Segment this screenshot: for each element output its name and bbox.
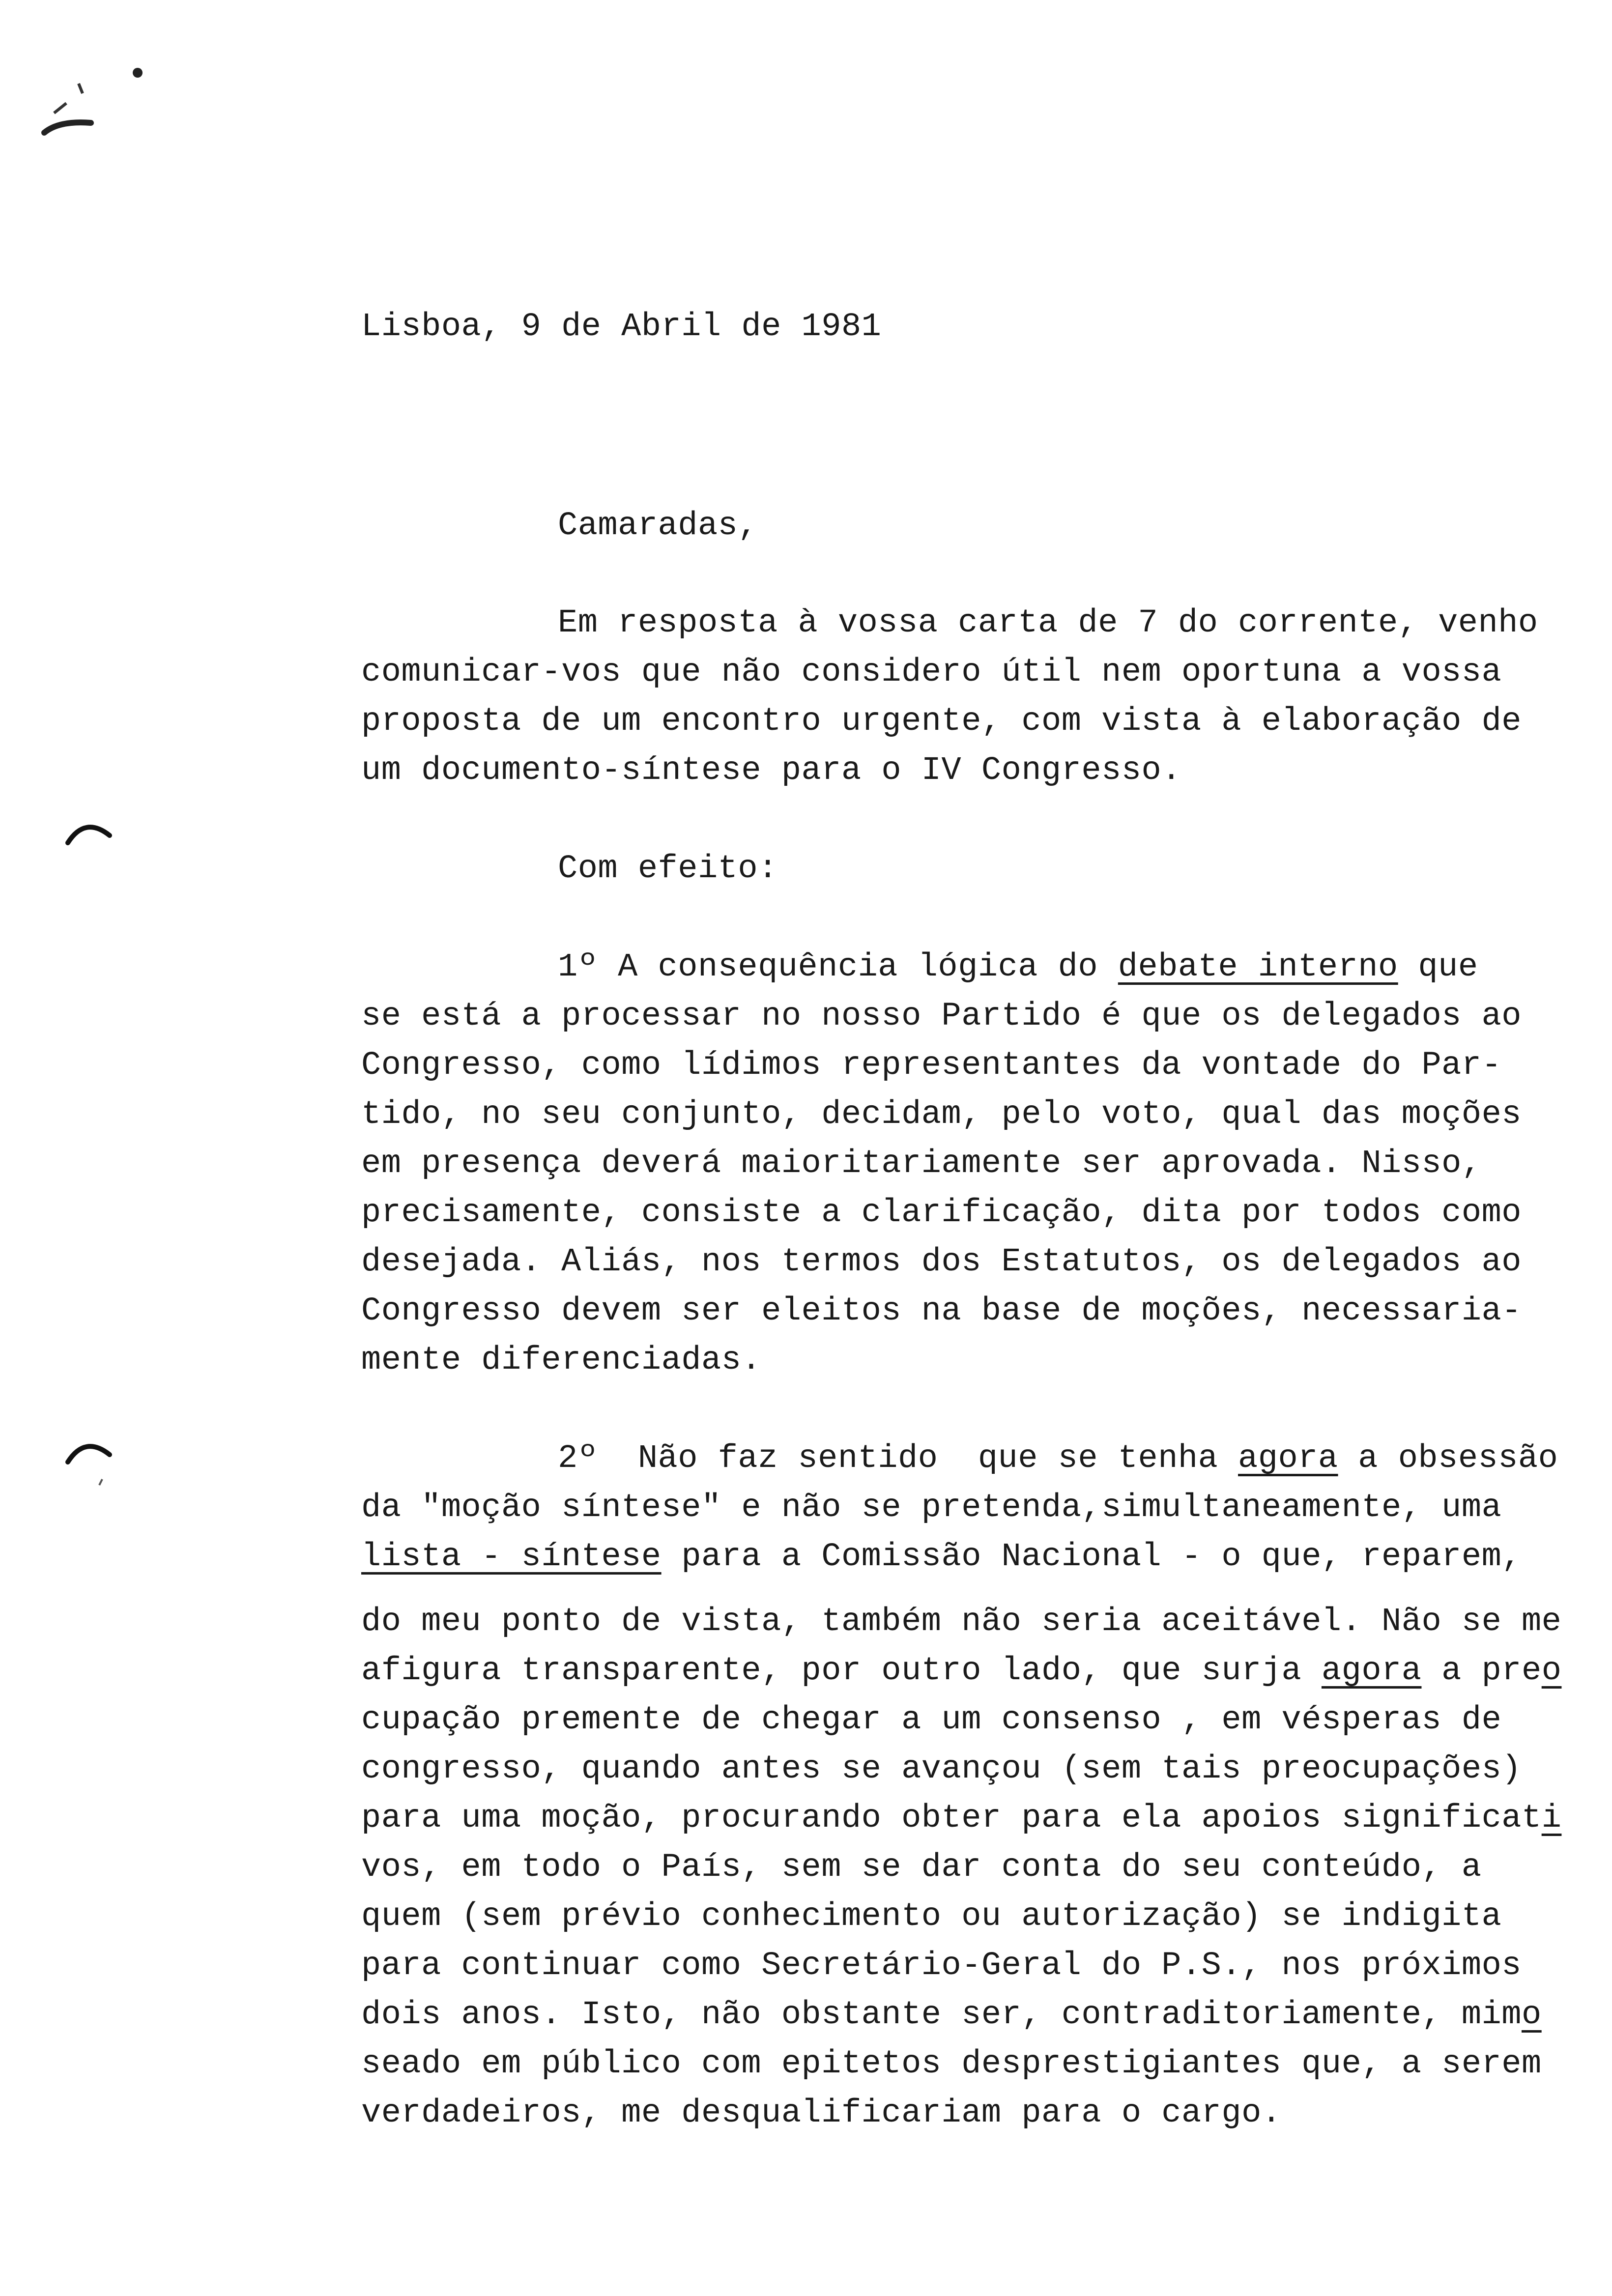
paragraph-4-line	[361, 1646, 1561, 1695]
paragraph-4-line	[361, 1990, 1542, 2039]
paragraph-4-text: para a Comissão Nacional - o que, reparem,	[661, 1538, 1522, 1576]
paragraph-4-text: dois anos. Isto, não obstante ser, contraditoriamente, mim	[361, 1996, 1522, 2034]
paragraph-4-line: quem (sem prévio conhecimento ou autorização) se indigita	[361, 1898, 1502, 1935]
punch-hole-mark-icon	[64, 1433, 113, 1487]
paragraph-1-line: proposta de um encontro urgente, com vista à elaboração de	[361, 703, 1522, 740]
paragraph-3-line: mente diferenciadas.	[361, 1342, 762, 1379]
paragraph-3-line	[558, 943, 1478, 992]
underlined-debate-interno: debate interno	[1118, 948, 1398, 986]
paragraph-3-line: se está a processar no nosso Partido é que os delegados ao	[361, 998, 1522, 1035]
underlined-agora: agora	[1321, 1652, 1422, 1690]
punch-hole-mark-icon	[64, 813, 113, 848]
paragraph-3-line: Congresso devem ser eleitos na base de moções, necessaria-	[361, 1292, 1522, 1330]
paragraph-4-line	[361, 1532, 1522, 1581]
paragraph-2-line: Com efeito:	[558, 850, 778, 888]
letter-date: Lisboa, 9 de Abril de 1981	[361, 308, 882, 345]
paragraph-1-line: comunicar-vos que não considero útil nem oportuna a vossa	[361, 654, 1502, 691]
paragraph-4-text: afigura transparente, por outro lado, que surja	[361, 1652, 1322, 1690]
paragraph-4-line	[558, 1434, 1558, 1483]
underlined-char: o	[1521, 1996, 1542, 2034]
underlined-char: i	[1541, 1800, 1562, 1837]
paragraph-4-line: cupação premente de chegar a um consenso , em vésperas de	[361, 1701, 1502, 1739]
paragraph-4-line: vos, em todo o País, sem se dar conta do seu conteúdo, a	[361, 1849, 1482, 1886]
paragraph-4-line: seado em público com epitetos desprestigiantes que, a serem	[361, 2045, 1542, 2083]
paragraph-3-line: tido, no seu conjunto, decidam, pelo voto, qual das moções	[361, 1096, 1522, 1133]
paragraph-4-text: 2º Não faz sentido que se tenha	[558, 1440, 1238, 1477]
paragraph-1-line: um documento-síntese para o IV Congresso.	[361, 752, 1181, 789]
paragraph-4-line: verdadeiros, me desqualificariam para o cargo.	[361, 2095, 1282, 2132]
corner-ink-mark-icon	[25, 59, 152, 157]
salutation: Camaradas,	[558, 507, 758, 545]
paragraph-4-text: a obsessão	[1338, 1440, 1558, 1477]
underlined-agora: agora	[1238, 1440, 1338, 1477]
paragraph-4-text: para uma moção, procurando obter para ela apoios significat	[361, 1800, 1542, 1837]
paragraph-3-line: precisamente, consiste a clarificação, dita por todos como	[361, 1194, 1522, 1232]
paragraph-3-line: Congresso, como lídimos representantes da vontade do Par-	[361, 1047, 1502, 1084]
paragraph-4-line: para continuar como Secretário-Geral do P.S., nos próximos	[361, 1947, 1522, 1984]
paragraph-4-line: da "moção síntese" e não se pretenda,simultaneamente, uma	[361, 1489, 1502, 1526]
paragraph-3-line: em presença deverá maioritariamente ser aprovada. Nisso,	[361, 1145, 1482, 1182]
paragraph-4-text: a pre	[1421, 1652, 1542, 1690]
paragraph-1-line: Em resposta à vossa carta de 7 do corrente, venho	[558, 604, 1538, 642]
paragraph-3-line: desejada. Aliás, nos termos dos Estatutos, os delegados ao	[361, 1243, 1522, 1281]
underlined-lista-sintese: lista - síntese	[361, 1538, 662, 1576]
paragraph-4-line: do meu ponto de vista, também não seria aceitável. Não se me	[361, 1603, 1562, 1640]
paragraph-3-text: que	[1398, 948, 1478, 986]
paragraph-4-line	[361, 1794, 1561, 1843]
underlined-char: o	[1541, 1652, 1562, 1690]
paragraph-3-text: 1º A consequência lógica do	[558, 948, 1118, 986]
paragraph-4-line: congresso, quando antes se avançou (sem tais preocupações)	[361, 1751, 1522, 1788]
